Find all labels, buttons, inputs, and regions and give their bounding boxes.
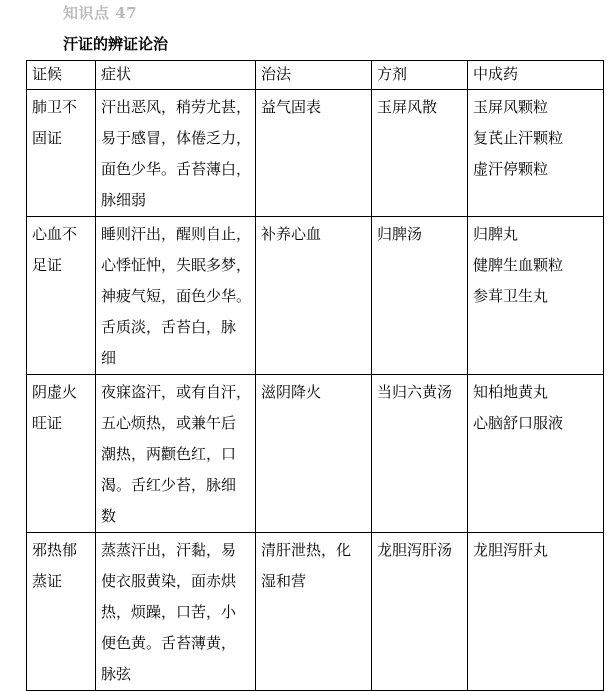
- cell-text-line: 脉细弱: [101, 191, 147, 209]
- header-cell: 治法: [256, 61, 372, 90]
- cell-text-line: 细: [101, 349, 117, 367]
- formula-cell: [372, 90, 468, 217]
- symptoms-cell: [96, 217, 256, 375]
- cell-text-line: 知柏地黄丸: [473, 383, 549, 401]
- header-cell: 证候: [27, 61, 96, 90]
- cell-text-line: 玉屏风颗粒: [473, 98, 549, 116]
- cell-text-line: 五心烦热，或兼午后: [101, 414, 237, 432]
- cell-text-line: 使衣服黄染，面赤烘: [101, 572, 237, 590]
- cell-text-line: 热，烦躁，口苦，小: [101, 603, 237, 621]
- cell-text-line: 便色黄。舌苔薄黄，: [101, 634, 237, 652]
- cell-text-line: 归脾汤: [377, 225, 423, 243]
- treatment-cell: [256, 90, 372, 217]
- cell-text-line: 足证: [32, 256, 63, 274]
- symptoms-cell: [96, 375, 256, 533]
- table-row: [27, 375, 604, 533]
- section-subtitle: 汗证的辨证论治: [63, 35, 169, 53]
- cell-text-line: 固证: [32, 129, 63, 147]
- cell-text-line: 夜寐盗汗，或有自汗，: [101, 383, 252, 401]
- cell-text-line: 脉弦: [101, 665, 132, 683]
- cell-text-line: 清肝泄热，化: [261, 541, 352, 559]
- cell-text-line: 睡则汗出，醒则自止，: [101, 225, 252, 243]
- treatment-cell: [256, 533, 372, 691]
- syndrome-cell: [27, 375, 96, 533]
- cell-text-line: 当归六黄汤: [377, 383, 453, 401]
- cell-text-line: 阴虚火: [32, 383, 78, 401]
- treatment-cell: [256, 217, 372, 375]
- cell-text-line: 渴。舌红少苔，脉细: [101, 476, 237, 494]
- cell-text-line: 汗出恶风，稍劳尤甚，: [101, 98, 252, 116]
- knowledge-point-label: 知识点 47: [63, 4, 138, 22]
- cell-text-line: 龙胆泻肝丸: [473, 541, 549, 559]
- cell-text-line: 面色少华。舌苔薄白，: [101, 160, 252, 178]
- formula-cell: [372, 533, 468, 691]
- cell-text-line: 易于感冒，体倦乏力，: [101, 129, 252, 147]
- symptoms-cell: [96, 90, 256, 217]
- cell-text-line: 湿和营: [261, 572, 307, 590]
- cell-text-line: 虚汗停颗粒: [473, 160, 549, 178]
- cell-text-line: 邪热郁: [32, 541, 78, 559]
- medicines-cell: [468, 90, 604, 217]
- table-header-row: [27, 61, 604, 90]
- header-cell: 中成药: [468, 61, 604, 90]
- cell-text-line: 归脾丸: [473, 225, 519, 243]
- syndrome-cell: [27, 90, 96, 217]
- table-row: [27, 533, 604, 691]
- cell-text-line: 神疲气短，面色少华。: [101, 287, 252, 305]
- cell-text-line: 肺卫不: [32, 98, 78, 116]
- cell-text-line: 复芪止汗颗粒: [473, 129, 564, 147]
- medicines-cell: [468, 217, 604, 375]
- treatment-cell: [256, 375, 372, 533]
- header-cell: 症状: [96, 61, 256, 90]
- table-row: [27, 90, 604, 217]
- cell-text-line: 蒸证: [32, 572, 63, 590]
- cell-text-line: 舌质淡，舌苔白，脉: [101, 318, 237, 336]
- cell-text-line: 参茸卫生丸: [473, 287, 549, 305]
- syndrome-cell: [27, 217, 96, 375]
- cell-text-line: 数: [101, 507, 117, 525]
- syndrome-table: [26, 60, 604, 691]
- cell-text-line: 龙胆泻肝汤: [377, 541, 453, 559]
- header-cell: 方剂: [372, 61, 468, 90]
- formula-cell: [372, 375, 468, 533]
- medicines-cell: [468, 375, 604, 533]
- cell-text-line: 益气固表: [261, 98, 322, 116]
- cell-text-line: 蒸蒸汗出，汗黏，易: [101, 541, 237, 559]
- medicines-cell: [468, 533, 604, 691]
- cell-text-line: 心脑舒口服液: [473, 414, 564, 432]
- cell-text-line: 潮热，两颧色红，口: [101, 445, 237, 463]
- cell-text-line: 玉屏风散: [377, 98, 438, 116]
- cell-text-line: 健脾生血颗粒: [473, 256, 564, 274]
- table-row: [27, 217, 604, 375]
- formula-cell: [372, 217, 468, 375]
- cell-text-line: 滋阴降火: [261, 383, 322, 401]
- cell-text-line: 补养心血: [261, 225, 322, 243]
- cell-text-line: 心悸怔忡，失眠多梦，: [101, 256, 252, 274]
- cell-text-line: 心血不: [32, 225, 78, 243]
- symptoms-cell: [96, 533, 256, 691]
- syndrome-cell: [27, 533, 96, 691]
- cell-text-line: 旺证: [32, 414, 63, 432]
